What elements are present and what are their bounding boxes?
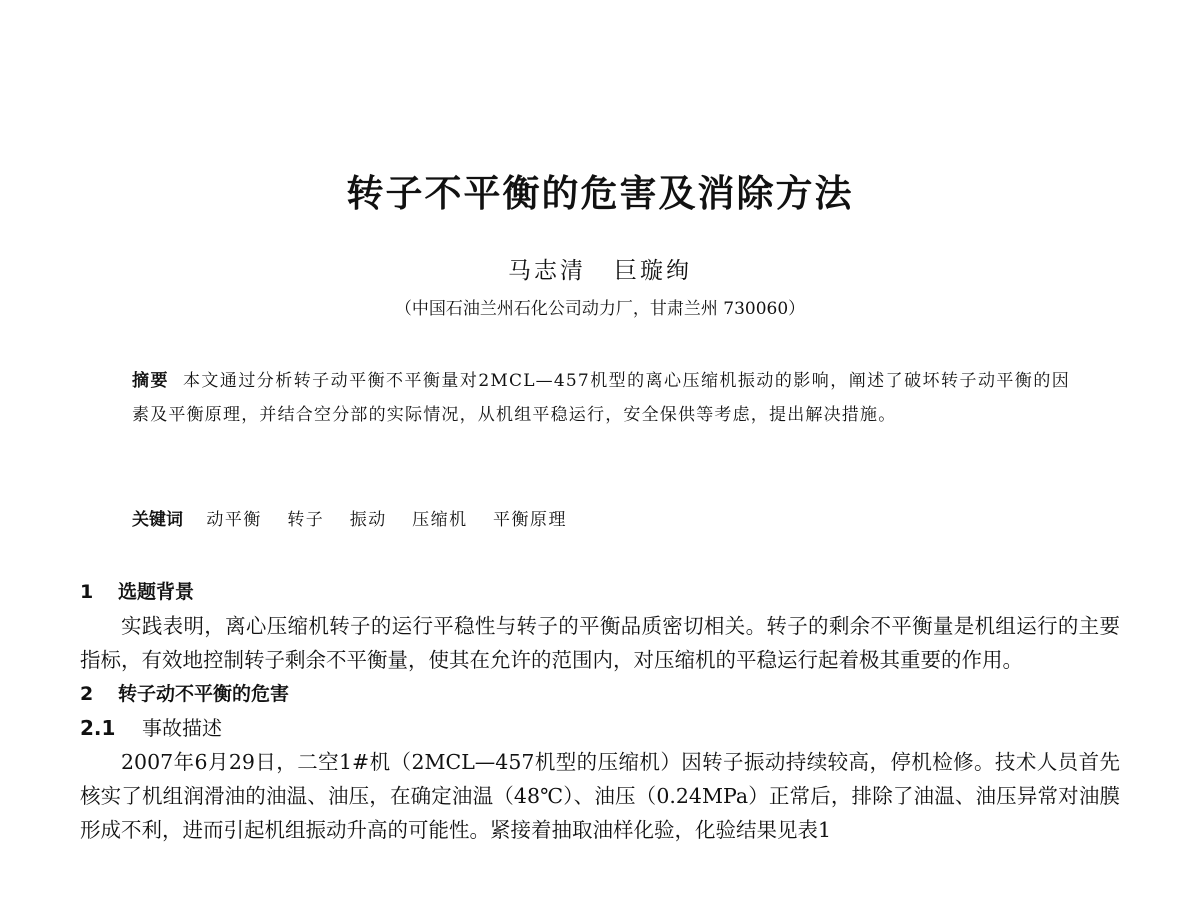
section-number: 2: [80, 683, 94, 705]
keywords: [132, 505, 1070, 530]
author-affiliation: （中国石油兰州石化公司动力厂，甘肃兰州 730060）: [394, 299, 806, 319]
keyword: 动平衡: [206, 510, 262, 530]
section-heading: [80, 575, 1120, 609]
section-title: 选题背景: [118, 581, 195, 603]
article-title: 转子不平衡的危害及消除方法: [346, 172, 854, 215]
body-text: [80, 575, 1120, 847]
author-list: [0, 252, 1200, 285]
keyword: 转子: [287, 510, 325, 530]
author-name: 马志清: [508, 258, 586, 284]
keyword: 振动: [349, 510, 387, 530]
keywords-label: 关键词: [132, 510, 183, 530]
paragraph: 2007年6月29日，二空1#机（2MCL—457机型的压缩机）因转子振动持续较高，停机检修。技术人员首先核实了机组润滑油的油温、油压，在确定油温（48℃）、油压（0.24MPa）正常后，排除了油温、油压异常对油膜形成不利，进而引起机组振动升高的可能性。紧接着抽取油样化验，化验结果见表1: [80, 750, 1120, 842]
subsection-title: 事故描述: [142, 716, 222, 740]
keyword: 压缩机: [412, 510, 468, 530]
keyword: 平衡原理: [493, 510, 568, 530]
section-heading: [80, 677, 1120, 711]
abstract-text: 本文通过分析转子动平衡不平衡量对2MCL—457机型的离心压缩机振动的影响，阐述了破坏转子动平衡的因素及平衡原理，并结合空分部的实际情况，从机组平稳运行，安全保供等考虑，提出解决措施。: [132, 371, 1070, 425]
author-name: 巨璇绚: [614, 258, 692, 284]
subsection-number: 2.1: [80, 716, 116, 740]
section-title: 转子动不平衡的危害: [118, 683, 290, 705]
paragraph: 实践表明，离心压缩机转子的运行平稳性与转子的平衡品质密切相关。转子的剩余不平衡量是机组运行的主要指标，有效地控制转子剩余不平衡量，使其在允许的范围内，对压缩机的平稳运行起着极其重要的作用。: [80, 614, 1120, 672]
abstract-label: 摘要: [132, 371, 169, 391]
abstract: [132, 364, 1070, 432]
subsection-heading: [80, 711, 1120, 745]
section-number: 1: [80, 581, 94, 603]
